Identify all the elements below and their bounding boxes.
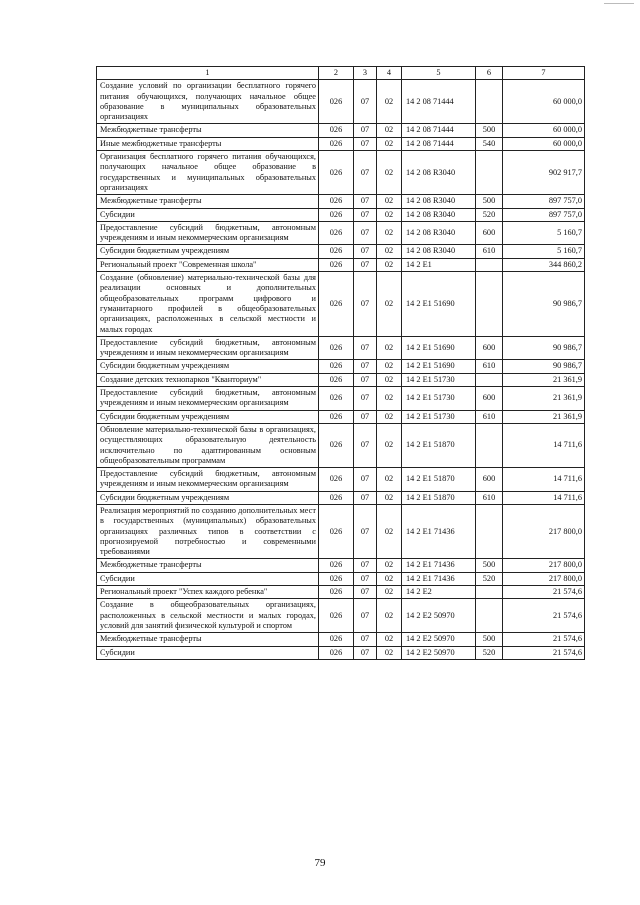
admin-code: 026 xyxy=(319,360,354,373)
amount: 14 711,6 xyxy=(503,423,585,467)
expense-type-code xyxy=(476,80,503,124)
table-row xyxy=(97,336,585,360)
amount: 217 800,0 xyxy=(503,559,585,572)
admin-code: 026 xyxy=(319,559,354,572)
target-article-code: 14 2 E2 50970 xyxy=(402,599,476,633)
target-article-code: 14 2 E1 51870 xyxy=(402,423,476,467)
admin-code: 026 xyxy=(319,633,354,646)
table-row xyxy=(97,468,585,492)
top-corner-line xyxy=(604,3,634,4)
amount: 897 757,0 xyxy=(503,208,585,221)
expense-type-code xyxy=(476,258,503,271)
row-name: Обновление материально-технической базы в организациях, осуществляющих образовательную деятельность исключительно по адаптированным основным общеобразовательным программам xyxy=(97,423,319,467)
subsection-code: 02 xyxy=(377,245,402,258)
subsection-code: 02 xyxy=(377,504,402,558)
section-code: 07 xyxy=(354,491,377,504)
expense-type-code: 610 xyxy=(476,491,503,504)
target-article-code: 14 2 E2 50970 xyxy=(402,633,476,646)
target-article-code: 14 2 08 R3040 xyxy=(402,221,476,245)
target-article-code: 14 2 E1 51690 xyxy=(402,360,476,373)
expense-type-code xyxy=(476,423,503,467)
subsection-code: 02 xyxy=(377,208,402,221)
subsection-code: 02 xyxy=(377,137,402,150)
expense-type-code: 600 xyxy=(476,468,503,492)
subsection-code: 02 xyxy=(377,195,402,208)
table-row xyxy=(97,387,585,411)
amount: 21 574,6 xyxy=(503,633,585,646)
target-article-code: 14 2 E2 xyxy=(402,586,476,599)
amount: 90 986,7 xyxy=(503,360,585,373)
admin-code: 026 xyxy=(319,221,354,245)
table-row xyxy=(97,151,585,195)
row-name: Реализация мероприятий по созданию дополнительных мест в государственных (муниципальных) образовательных организациях различных типов в соответствии с прогнозируемой потребностью и современными требованиями xyxy=(97,504,319,558)
row-name: Субсидии xyxy=(97,572,319,585)
table-row xyxy=(97,491,585,504)
table-row xyxy=(97,504,585,558)
row-name: Межбюджетные трансферты xyxy=(97,633,319,646)
table-row xyxy=(97,423,585,467)
section-code: 07 xyxy=(354,258,377,271)
table-row xyxy=(97,572,585,585)
section-code: 07 xyxy=(354,151,377,195)
row-name: Создание (обновление) материально-технической базы для реализации основных и дополнительных общеобразовательных программ цифрового и гуманитарного профилей в общеобразовательных организациях, расположенных в сельской местности и малых городах xyxy=(97,272,319,337)
amount: 21 574,6 xyxy=(503,599,585,633)
section-code: 07 xyxy=(354,124,377,137)
table-row xyxy=(97,208,585,221)
section-code: 07 xyxy=(354,559,377,572)
target-article-code: 14 2 E1 71436 xyxy=(402,504,476,558)
amount: 217 800,0 xyxy=(503,504,585,558)
target-article-code: 14 2 08 R3040 xyxy=(402,245,476,258)
subsection-code: 02 xyxy=(377,80,402,124)
amount: 5 160,7 xyxy=(503,245,585,258)
amount: 21 574,6 xyxy=(503,646,585,659)
amount: 60 000,0 xyxy=(503,137,585,150)
section-code: 07 xyxy=(354,245,377,258)
admin-code: 026 xyxy=(319,572,354,585)
subsection-code: 02 xyxy=(377,258,402,271)
target-article-code: 14 2 E1 71436 xyxy=(402,559,476,572)
subsection-code: 02 xyxy=(377,373,402,386)
header-cell: 2 xyxy=(319,67,354,80)
section-code: 07 xyxy=(354,336,377,360)
admin-code: 026 xyxy=(319,208,354,221)
table-row xyxy=(97,137,585,150)
row-name: Межбюджетные трансферты xyxy=(97,559,319,572)
admin-code: 026 xyxy=(319,124,354,137)
amount: 21 361,9 xyxy=(503,410,585,423)
admin-code: 026 xyxy=(319,387,354,411)
admin-code: 026 xyxy=(319,195,354,208)
header-cell: 4 xyxy=(377,67,402,80)
row-name: Создание в общеобразовательных организациях, расположенных в сельской местности и малых городах, условий для занятий физической культурой и спортом xyxy=(97,599,319,633)
subsection-code: 02 xyxy=(377,221,402,245)
section-code: 07 xyxy=(354,373,377,386)
expense-type-code xyxy=(476,272,503,337)
amount: 897 757,0 xyxy=(503,195,585,208)
row-name: Предоставление субсидий бюджетным, автономным учреждениям и иным некоммерческим организациям xyxy=(97,468,319,492)
section-code: 07 xyxy=(354,586,377,599)
section-code: 07 xyxy=(354,195,377,208)
expense-type-code xyxy=(476,373,503,386)
subsection-code: 02 xyxy=(377,387,402,411)
row-name: Предоставление субсидий бюджетным, автономным учреждениям и иным некоммерческим организациям xyxy=(97,387,319,411)
table-row xyxy=(97,410,585,423)
amount: 21 361,9 xyxy=(503,373,585,386)
admin-code: 026 xyxy=(319,336,354,360)
row-name: Предоставление субсидий бюджетным, автономным учреждениям и иным некоммерческим организациям xyxy=(97,221,319,245)
budget-table xyxy=(96,66,585,660)
subsection-code: 02 xyxy=(377,468,402,492)
amount: 217 800,0 xyxy=(503,572,585,585)
amount: 60 000,0 xyxy=(503,80,585,124)
row-name: Создание условий по организации бесплатного горячего питания обучающихся, получающих начальное общее образование в муниципальных образовательных организациях xyxy=(97,80,319,124)
expense-type-code: 500 xyxy=(476,195,503,208)
target-article-code: 14 2 E1 xyxy=(402,258,476,271)
admin-code: 026 xyxy=(319,646,354,659)
subsection-code: 02 xyxy=(377,124,402,137)
subsection-code: 02 xyxy=(377,599,402,633)
row-name: Субсидии xyxy=(97,646,319,659)
admin-code: 026 xyxy=(319,599,354,633)
admin-code: 026 xyxy=(319,151,354,195)
subsection-code: 02 xyxy=(377,646,402,659)
expense-type-code: 610 xyxy=(476,410,503,423)
row-name: Субсидии бюджетным учреждениям xyxy=(97,491,319,504)
table-row xyxy=(97,245,585,258)
row-name: Создание детских технопарков "Кванториум" xyxy=(97,373,319,386)
row-name: Иные межбюджетные трансферты xyxy=(97,137,319,150)
amount: 14 711,6 xyxy=(503,491,585,504)
expense-type-code xyxy=(476,504,503,558)
section-code: 07 xyxy=(354,360,377,373)
expense-type-code: 540 xyxy=(476,137,503,150)
row-name: Субсидии xyxy=(97,208,319,221)
expense-type-code: 600 xyxy=(476,336,503,360)
amount: 90 986,7 xyxy=(503,336,585,360)
target-article-code: 14 2 E1 51870 xyxy=(402,491,476,504)
target-article-code: 14 2 E1 51870 xyxy=(402,468,476,492)
expense-type-code: 500 xyxy=(476,559,503,572)
subsection-code: 02 xyxy=(377,360,402,373)
header-cell: 5 xyxy=(402,67,476,80)
row-name: Субсидии бюджетным учреждениям xyxy=(97,360,319,373)
amount: 5 160,7 xyxy=(503,221,585,245)
table-row xyxy=(97,599,585,633)
amount: 21 574,6 xyxy=(503,586,585,599)
row-name: Субсидии бюджетным учреждениям xyxy=(97,410,319,423)
row-name: Организация бесплатного горячего питания обучающихся, получающих начальное общее образование в государственных и муниципальных образовательных организациях xyxy=(97,151,319,195)
subsection-code: 02 xyxy=(377,559,402,572)
expense-type-code xyxy=(476,151,503,195)
section-code: 07 xyxy=(354,387,377,411)
target-article-code: 14 2 E1 51730 xyxy=(402,387,476,411)
amount: 344 860,2 xyxy=(503,258,585,271)
subsection-code: 02 xyxy=(377,423,402,467)
section-code: 07 xyxy=(354,272,377,337)
target-article-code: 14 2 E1 71436 xyxy=(402,572,476,585)
target-article-code: 14 2 08 71444 xyxy=(402,124,476,137)
admin-code: 026 xyxy=(319,80,354,124)
row-name: Региональный проект "Успех каждого ребенка" xyxy=(97,586,319,599)
admin-code: 026 xyxy=(319,272,354,337)
table-row xyxy=(97,124,585,137)
subsection-code: 02 xyxy=(377,410,402,423)
target-article-code: 14 2 E1 51730 xyxy=(402,410,476,423)
section-code: 07 xyxy=(354,80,377,124)
row-name: Межбюджетные трансферты xyxy=(97,195,319,208)
expense-type-code: 610 xyxy=(476,245,503,258)
section-code: 07 xyxy=(354,423,377,467)
amount: 90 986,7 xyxy=(503,272,585,337)
expense-type-code: 520 xyxy=(476,208,503,221)
table-row xyxy=(97,258,585,271)
section-code: 07 xyxy=(354,137,377,150)
expense-type-code: 610 xyxy=(476,360,503,373)
subsection-code: 02 xyxy=(377,151,402,195)
expense-type-code xyxy=(476,599,503,633)
header-cell: 1 xyxy=(97,67,319,80)
section-code: 07 xyxy=(354,572,377,585)
table-row xyxy=(97,633,585,646)
table-row xyxy=(97,373,585,386)
admin-code: 026 xyxy=(319,423,354,467)
table-row xyxy=(97,80,585,124)
subsection-code: 02 xyxy=(377,572,402,585)
table-row xyxy=(97,646,585,659)
subsection-code: 02 xyxy=(377,586,402,599)
subsection-code: 02 xyxy=(377,491,402,504)
expense-type-code: 600 xyxy=(476,221,503,245)
header-cell: 3 xyxy=(354,67,377,80)
target-article-code: 14 2 08 R3040 xyxy=(402,208,476,221)
target-article-code: 14 2 E1 51690 xyxy=(402,336,476,360)
target-article-code: 14 2 E1 51690 xyxy=(402,272,476,337)
expense-type-code: 500 xyxy=(476,633,503,646)
expense-type-code xyxy=(476,586,503,599)
admin-code: 026 xyxy=(319,586,354,599)
expense-type-code: 600 xyxy=(476,387,503,411)
target-article-code: 14 2 08 71444 xyxy=(402,80,476,124)
section-code: 07 xyxy=(354,599,377,633)
subsection-code: 02 xyxy=(377,336,402,360)
section-code: 07 xyxy=(354,646,377,659)
target-article-code: 14 2 08 71444 xyxy=(402,137,476,150)
row-name: Субсидии бюджетным учреждениям xyxy=(97,245,319,258)
table-row xyxy=(97,360,585,373)
admin-code: 026 xyxy=(319,258,354,271)
admin-code: 026 xyxy=(319,504,354,558)
table-header-row xyxy=(97,67,585,80)
header-cell: 6 xyxy=(476,67,503,80)
admin-code: 026 xyxy=(319,491,354,504)
target-article-code: 14 2 E1 51730 xyxy=(402,373,476,386)
page-number: 79 xyxy=(314,857,326,869)
row-name: Региональный проект "Современная школа" xyxy=(97,258,319,271)
admin-code: 026 xyxy=(319,137,354,150)
row-name: Предоставление субсидий бюджетным, автономным учреждениям и иным некоммерческим организациям xyxy=(97,336,319,360)
expense-type-code: 520 xyxy=(476,572,503,585)
header-cell: 7 xyxy=(503,67,585,80)
section-code: 07 xyxy=(354,633,377,646)
row-name: Межбюджетные трансферты xyxy=(97,124,319,137)
target-article-code: 14 2 08 R3040 xyxy=(402,195,476,208)
amount: 14 711,6 xyxy=(503,468,585,492)
admin-code: 026 xyxy=(319,245,354,258)
table-row xyxy=(97,272,585,337)
table-row xyxy=(97,195,585,208)
target-article-code: 14 2 08 R3040 xyxy=(402,151,476,195)
table-row xyxy=(97,221,585,245)
section-code: 07 xyxy=(354,208,377,221)
expense-type-code: 520 xyxy=(476,646,503,659)
table-row xyxy=(97,586,585,599)
section-code: 07 xyxy=(354,410,377,423)
target-article-code: 14 2 E2 50970 xyxy=(402,646,476,659)
subsection-code: 02 xyxy=(377,633,402,646)
expense-type-code: 500 xyxy=(476,124,503,137)
subsection-code: 02 xyxy=(377,272,402,337)
amount: 60 000,0 xyxy=(503,124,585,137)
amount: 21 361,9 xyxy=(503,387,585,411)
section-code: 07 xyxy=(354,504,377,558)
section-code: 07 xyxy=(354,468,377,492)
admin-code: 026 xyxy=(319,410,354,423)
section-code: 07 xyxy=(354,221,377,245)
admin-code: 026 xyxy=(319,468,354,492)
table-row xyxy=(97,559,585,572)
amount: 902 917,7 xyxy=(503,151,585,195)
admin-code: 026 xyxy=(319,373,354,386)
